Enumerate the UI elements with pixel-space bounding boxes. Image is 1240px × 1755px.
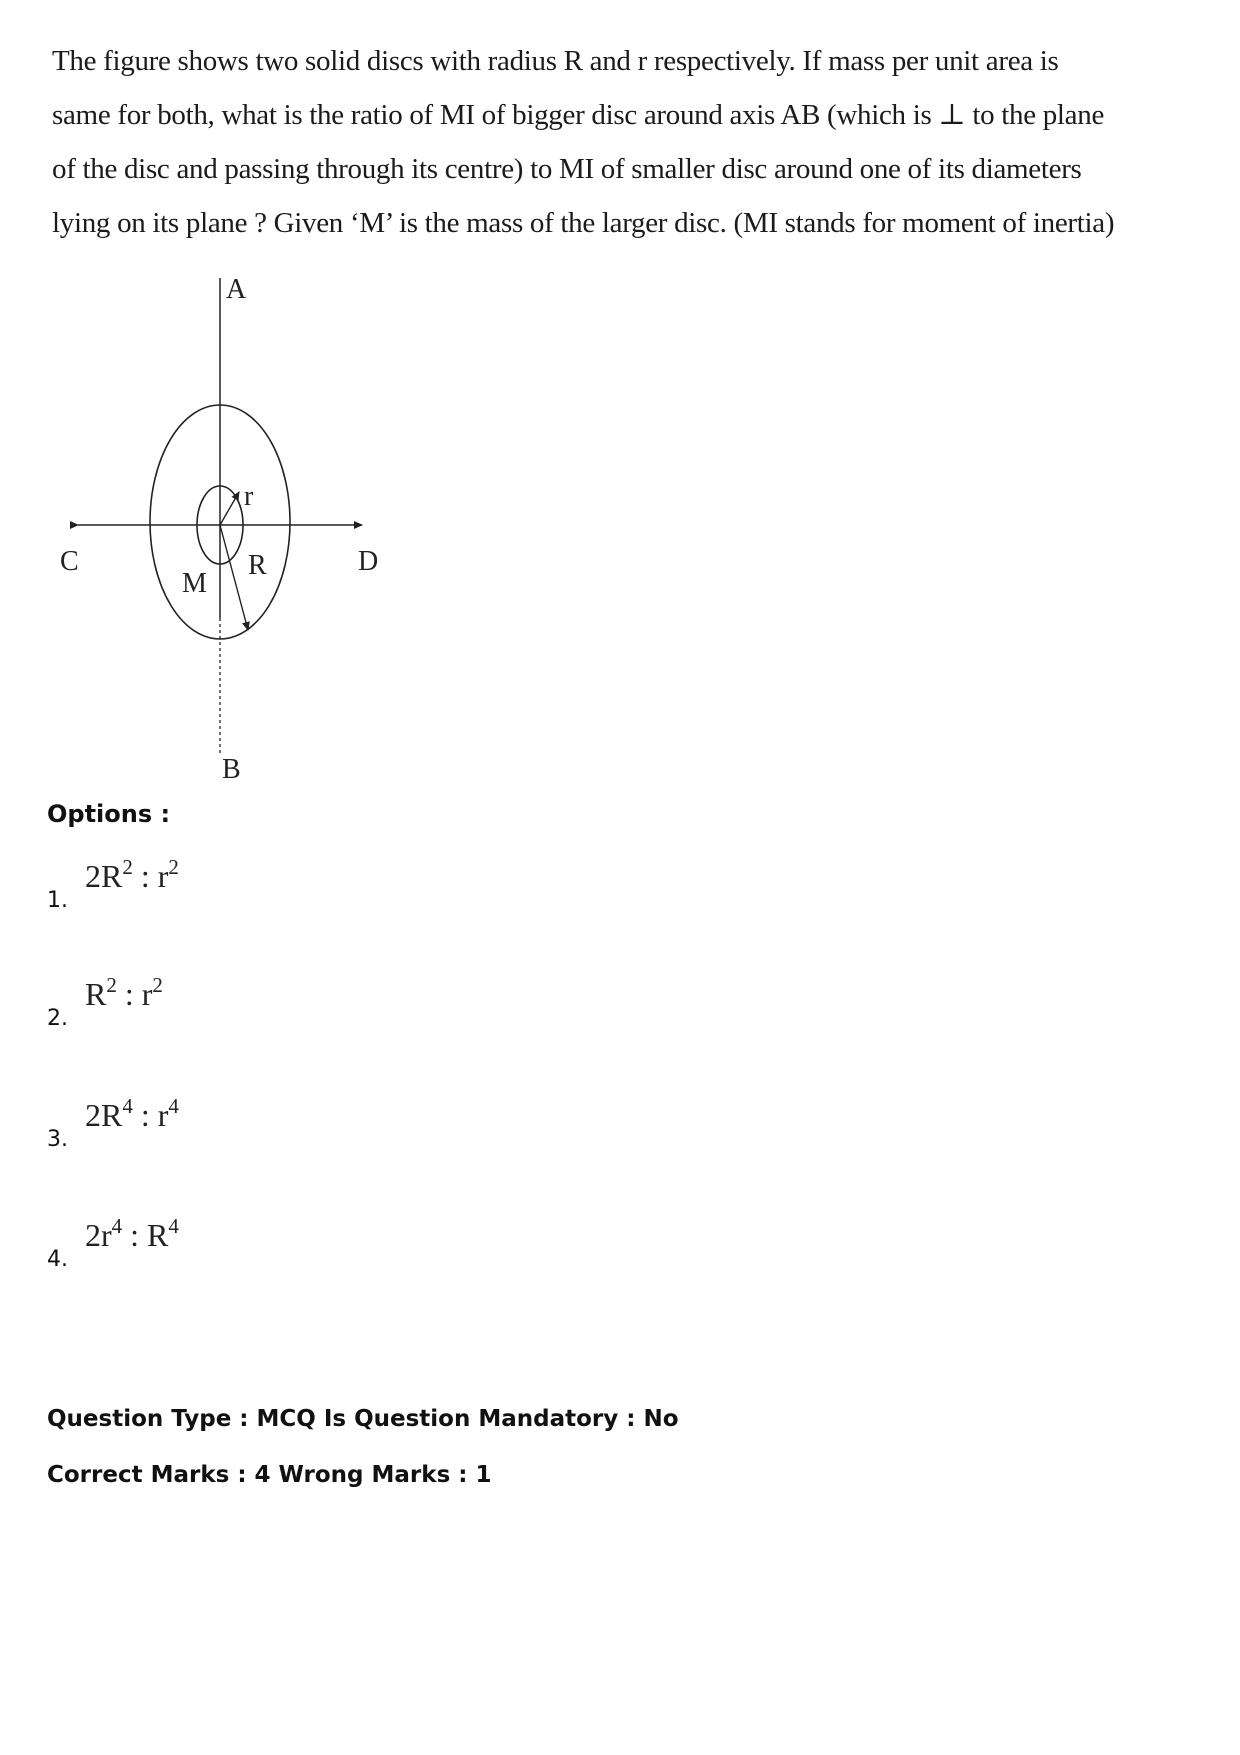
label-b: B: [222, 754, 241, 785]
label-m: M: [182, 568, 207, 599]
label-big-r: R: [248, 550, 267, 581]
disc-diagram: [40, 270, 400, 790]
option-expression: $R^2$ : $r^2$: [85, 973, 163, 1012]
radius-big-r-arrow: [220, 525, 248, 630]
options-heading: Options :: [47, 800, 171, 828]
question-line: same for both, what is the ratio of MI of bigger disc around axis AB (which is ⊥ to the plane: [52, 99, 1105, 131]
marks-line: Correct Marks : 4 Wrong Marks : 1: [47, 1462, 492, 1488]
question-type-line: Question Type : MCQ Is Question Mandatory : No: [47, 1406, 679, 1432]
label-a: A: [226, 274, 247, 305]
label-d: D: [358, 546, 379, 577]
option-number: 1.: [47, 888, 68, 913]
option-number: 3.: [47, 1127, 68, 1152]
option-number: 2.: [47, 1006, 68, 1031]
question-line: of the disc and passing through its centre) to MI of smaller disc around one of its diameters: [52, 153, 1082, 185]
label-r: r: [244, 481, 254, 512]
option-number: 4.: [47, 1247, 68, 1272]
option-expression: $2R^4$ : $r^4$: [85, 1094, 179, 1133]
question-line: lying on its plane ? Given ‘M’ is the mass of the larger disc. (MI stands for moment of inertia): [52, 207, 1115, 239]
option-expression: $2R^2$ : $r^2$: [85, 855, 179, 894]
radius-r-arrow: [220, 492, 239, 525]
option-expression: $2r^4$ : $R^4$: [85, 1214, 179, 1253]
disc-figure: [40, 270, 400, 790]
question-text: [52, 34, 1115, 250]
question-line: The figure shows two solid discs with radius R and r respectively. If mass per unit area is: [52, 45, 1059, 77]
label-c: C: [60, 546, 79, 577]
